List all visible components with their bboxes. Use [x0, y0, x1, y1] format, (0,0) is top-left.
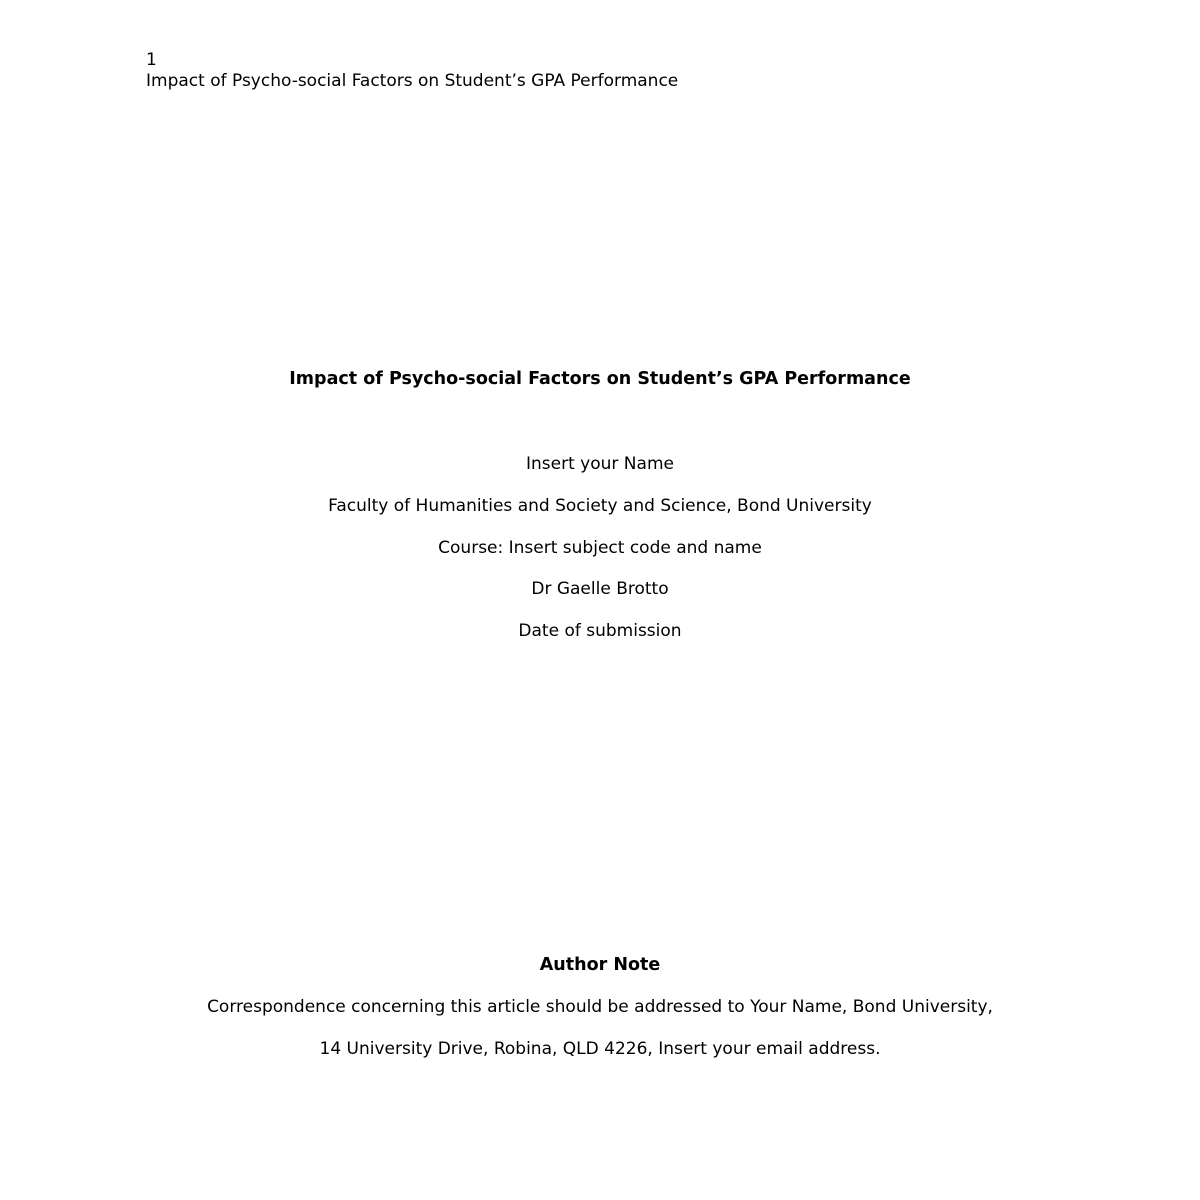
- submission-date: Date of submission: [518, 621, 682, 641]
- author-name: Insert your Name: [526, 454, 674, 474]
- affiliation: Faculty of Humanities and Society and Science, Bond University: [328, 496, 872, 516]
- author-note-line-1: Correspondence concerning this article should be addressed to Your Name, Bond University,: [207, 997, 993, 1017]
- course: Course: Insert subject code and name: [438, 538, 762, 558]
- author-note-heading: Author Note: [539, 955, 661, 975]
- instructor: Dr Gaelle Brotto: [531, 579, 669, 599]
- page-number: 1: [146, 50, 157, 70]
- paper-title: Impact of Psycho-social Factors on Student’s GPA Performance: [289, 369, 911, 389]
- running-head: Impact of Psycho-social Factors on Student’s GPA Performance: [146, 71, 679, 91]
- page-header: [146, 50, 678, 92]
- author-note-line-2: 14 University Drive, Robina, QLD 4226, Insert your email address.: [319, 1039, 881, 1059]
